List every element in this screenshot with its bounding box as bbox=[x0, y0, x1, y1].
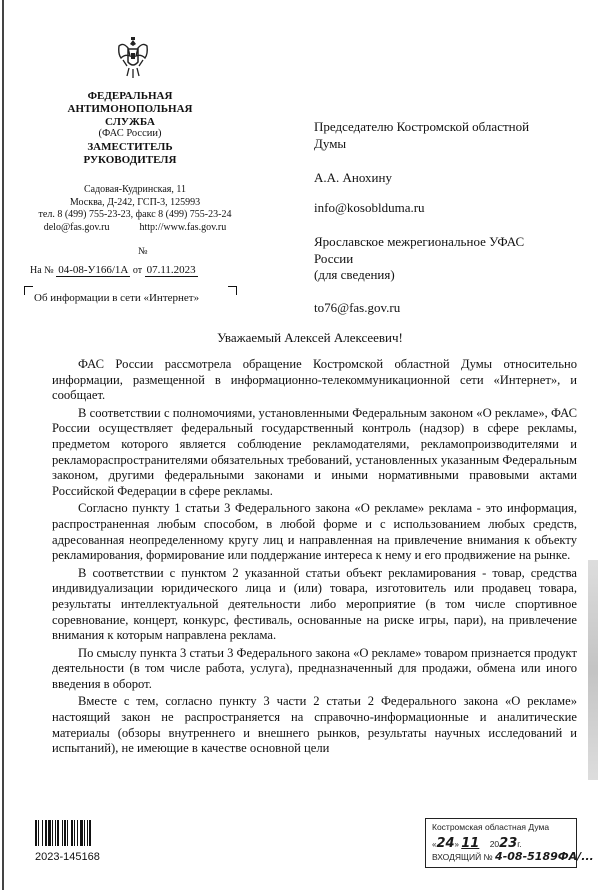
org-name-line: ФЕДЕРАЛЬНАЯ bbox=[87, 90, 173, 102]
on-number-value: 04-08-У166/1А bbox=[58, 264, 129, 276]
stamp-incoming bbox=[432, 850, 594, 863]
stamp-year-letter: г. bbox=[517, 839, 522, 849]
position-line: РУКОВОДИТЕЛЯ bbox=[83, 154, 177, 166]
on-number-label: На № bbox=[30, 265, 54, 276]
copy-recipient-line: Ярославское межрегиональное УФАС bbox=[314, 234, 525, 249]
letter-subject: Об информации в сети «Интернет» bbox=[34, 292, 200, 304]
body-paragraph: Согласно пункту 1 статьи 3 Федерального закона «О рекламе» реклама - это информация, распространенная любым способом, в любой форме и с использованием любых средств, адресованная неопределенному кругу лиц и направленная на привлечение внимания к объекту рекламирования, формирование или поддержание интереса к нему и его продвижение на рынке. bbox=[52, 501, 577, 563]
address-line: тел. 8 (499) 755-23-23, факс 8 (499) 755-23-24 bbox=[38, 209, 232, 220]
stamp-year-prefix: 20 bbox=[489, 839, 500, 849]
scan-page-edge bbox=[2, 0, 4, 890]
registration-number: 2023-145168 bbox=[35, 851, 100, 863]
body-paragraph: В соответствии с пунктом 2 указанной статьи объект рекламирования - товар, средства индивидуализации юридического лица и (или) товара, изготовитель или продавец товара, результаты интеллектуальной деятельности либо мероприятие (в том числе спортивное соревнование, концерт, конкурс, фестиваль, основанные на риске игры, пари), на привлечение внимания к которым направлена реклама. bbox=[52, 565, 577, 643]
address-line: Садовая-Кудринская, 11 bbox=[83, 184, 187, 195]
subject-bracket-left bbox=[24, 286, 33, 295]
from-label: от bbox=[132, 265, 143, 276]
position-line: ЗАМЕСТИТЕЛЬ bbox=[87, 141, 173, 153]
signatory-position bbox=[55, 141, 205, 167]
stamp-incoming-number: 4-08-5189ФА/... bbox=[495, 850, 594, 863]
barcode-gap bbox=[91, 820, 92, 846]
org-name-line: СЛУЖБА bbox=[105, 116, 155, 128]
stamp-month: 11 bbox=[461, 836, 480, 851]
barcode bbox=[35, 820, 123, 846]
addressee-title-line: Думы bbox=[314, 136, 347, 151]
stamp-incoming-label: ВХОДЯЩИЙ № bbox=[432, 852, 493, 862]
stamp-year-suffix: 23 bbox=[499, 836, 518, 851]
scan-smudge bbox=[588, 560, 598, 780]
reference-line bbox=[30, 264, 198, 277]
stamp-day: 24 bbox=[436, 836, 455, 851]
greeting: Уважаемый Алексей Алексеевич! bbox=[217, 330, 403, 345]
addressee-title-line: Председателю Костромской областной bbox=[314, 119, 530, 134]
stamp-date: «24» 11 2023г. bbox=[432, 836, 522, 851]
body-paragraph: В соответствии с полномочиями, установленными Федеральным законом «О рекламе», ФАС России осуществляет федеральный государственный контроль (надзор) в сфере рекламы, предметом которого является соблюдение рекламодателями, рекламопроизводителями и рекламораспространителями обязательных требований, установленных указанным Федеральным законом, другими федеральными законами и иными нормативными правовыми актами Российской Федерации в сфере рекламы. bbox=[52, 405, 577, 498]
addressee-email: info@kosoblduma.ru bbox=[314, 200, 425, 215]
incoming-registration-stamp bbox=[425, 818, 594, 868]
reference-date: 07.11.2023 bbox=[146, 264, 196, 276]
addressee-name: А.А. Анохину bbox=[314, 170, 392, 185]
coat-of-arms-icon bbox=[115, 36, 151, 80]
copy-recipient-line: России bbox=[314, 251, 354, 266]
stamp-title: Костромская областная Дума bbox=[432, 822, 550, 832]
address-line: Москва, Д-242, ГСП-3, 125993 bbox=[69, 196, 201, 208]
body-paragraph: По смыслу пункта 3 статьи 3 Федерального закона «О рекламе» товаром признается продукт деятельности (в том числе работа, услуга), предназначенный для продажи, обмена или иного введения в оборот. bbox=[52, 645, 577, 691]
body-paragraph: ФАС России рассмотрела обращение Костромской областной Думы относительно информации, размещенной в информационно-телекоммуникационной сети «Интернет», и сообщает. bbox=[52, 357, 577, 403]
subject-bracket-right bbox=[228, 286, 237, 295]
body-paragraph: Вместе с тем, согласно пункту 3 части 2 статьи 2 Федерального закона «О рекламе» настоящий закон не распространяется на справочно-информационные и аналитические материалы (обзоры внутреннего и внешнего рынков, результаты научных исследований и испытаний), не имеющие в качестве основной цели bbox=[52, 694, 577, 756]
copy-recipient-note: (для сведения) bbox=[314, 267, 395, 282]
sender-address bbox=[20, 184, 250, 234]
outgoing-number-label: № bbox=[138, 246, 148, 257]
letter-body bbox=[52, 357, 577, 759]
organization-name bbox=[55, 90, 205, 129]
organization-short-name: (ФАС России) bbox=[98, 128, 162, 139]
address-contacts-line: delo@fas.gov.ru http://www.fas.gov.ru bbox=[43, 221, 227, 233]
org-name-line: АНТИМОНОПОЛЬНАЯ bbox=[67, 103, 193, 115]
copy-recipient-email: to76@fas.gov.ru bbox=[314, 300, 401, 315]
